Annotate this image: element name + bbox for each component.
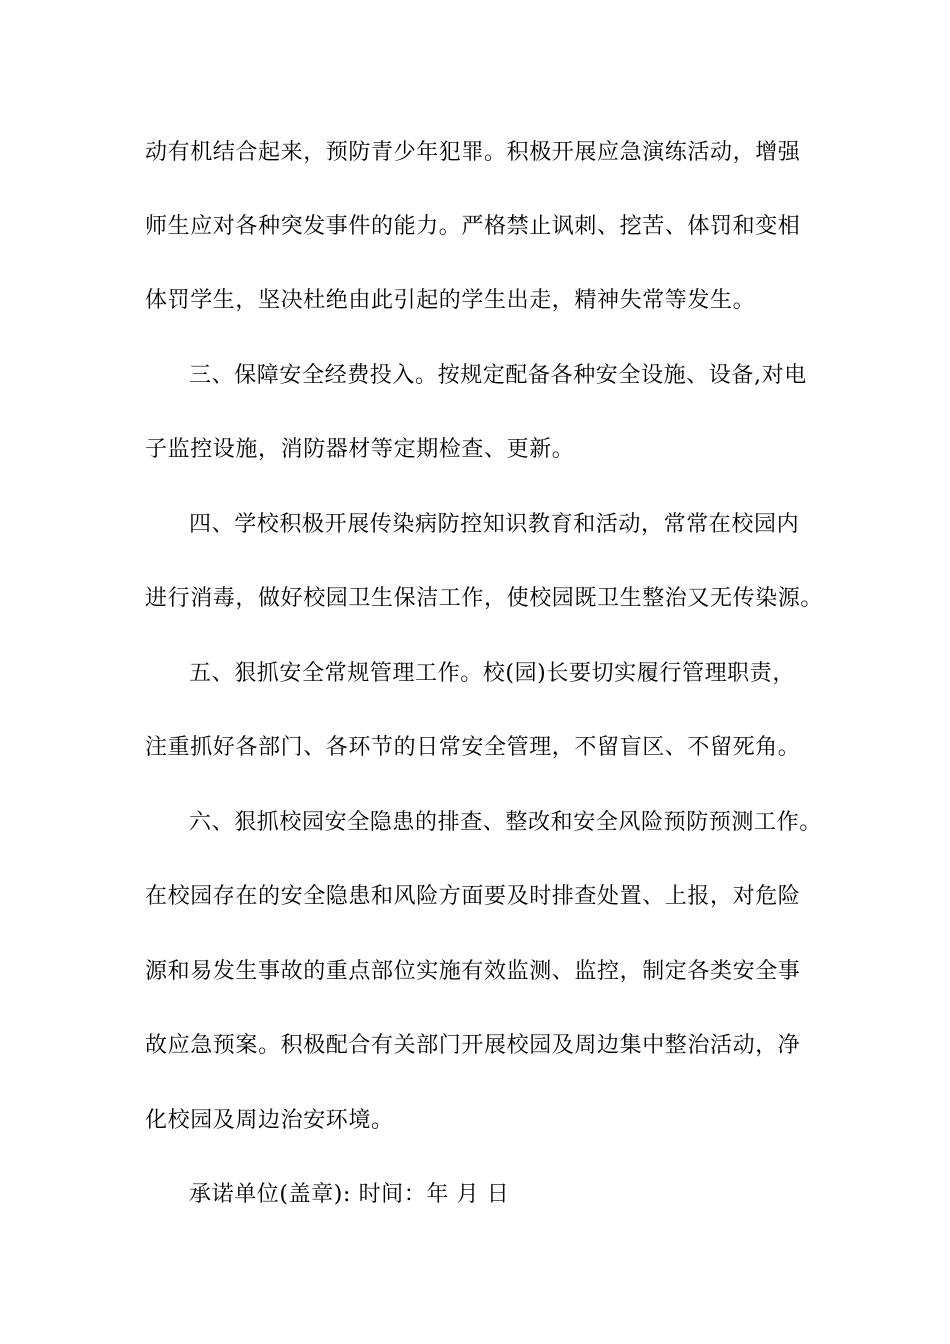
text-line: 进行消毒，做好校园卫生保洁工作，使校园既卫生整治又无传染源。 <box>145 586 824 611</box>
text-line: 源和易发生事故的重点部位实施有效监测、监控，制定各类安全事 <box>145 959 801 984</box>
text-line: 体罚学生，坚决杜绝由此引起的学生出走，精神失常等发生。 <box>145 288 756 313</box>
signature-line: 承诺单位(盖章): 时间：年 月 日 <box>189 1182 510 1207</box>
text-line: 四、学校积极开展传染病防控知识教育和活动，常常在校园内 <box>189 512 800 537</box>
text-line: 故应急预案。积极配合有关部门开展校园及周边集中整治活动，净 <box>145 1033 801 1058</box>
text-line: 子监控设施，消防器材等定期检查、更新。 <box>145 437 575 462</box>
text-line: 师生应对各种突发事件的能力。严格禁止讽刺、挖苦、体罚和变相 <box>145 214 801 239</box>
text-line: 五、狠抓安全常规管理工作。校(园)长要切实履行管理职责， <box>189 661 795 686</box>
text-line: 注重抓好各部门、各环节的日常安全管理，不留盲区、不留死角。 <box>145 735 801 760</box>
text-line: 六、狠抓校园安全隐患的排查、整改和安全风险预防预测工作。 <box>189 810 822 835</box>
text-line: 化校园及周边治安环境。 <box>145 1108 394 1133</box>
text-line: 动有机结合起来，预防青少年犯罪。积极开展应急演练活动，增强 <box>145 140 801 165</box>
text-line: 三、保障安全经费投入。按规定配备各种安全设施、设备,对电 <box>189 363 807 388</box>
text-line: 在校园存在的安全隐患和风险方面要及时排查处置、上报，对危险 <box>145 884 801 909</box>
